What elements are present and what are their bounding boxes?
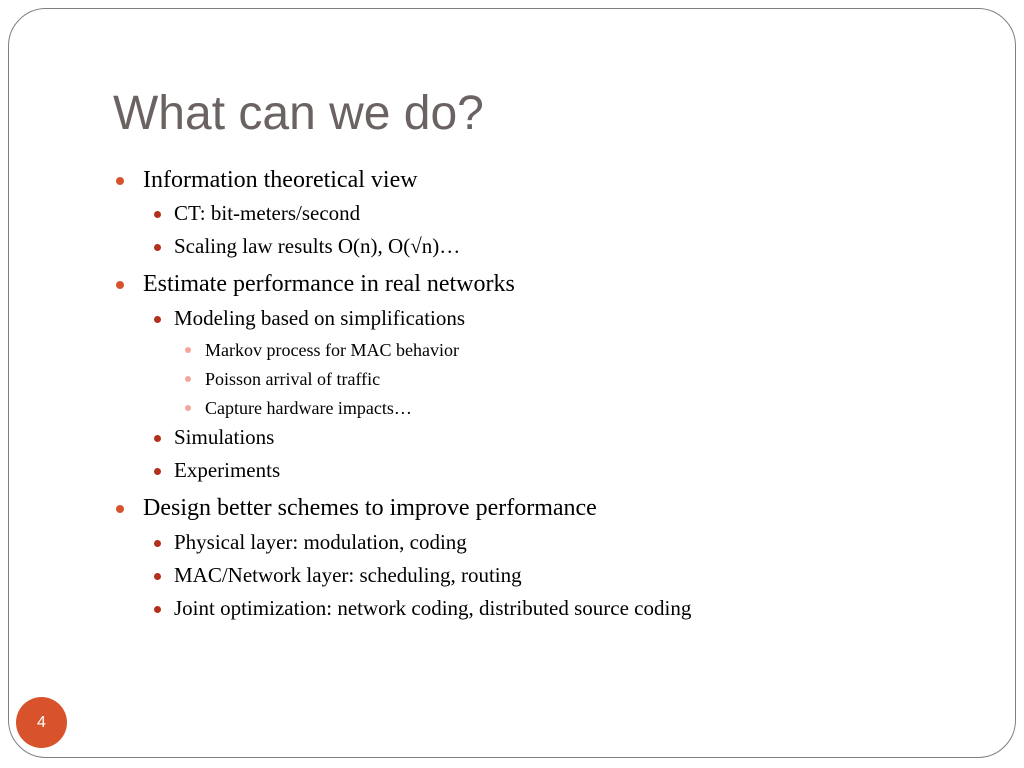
list-item: Simulations [174, 425, 275, 449]
list-item: Capture hardware impacts… [205, 398, 412, 418]
list-item: Joint optimization: network coding, distributed source coding [174, 596, 692, 620]
bullet-icon [154, 468, 161, 475]
bullet-icon [154, 606, 161, 613]
list-item: Markov process for MAC behavior [205, 340, 459, 360]
list-item: Poisson arrival of traffic [205, 369, 381, 389]
list-item: Physical layer: modulation, coding [174, 530, 467, 554]
bullet-icon [116, 177, 124, 185]
list-item: Design better schemes to improve performance [143, 495, 597, 521]
bullet-icon [116, 281, 124, 289]
list-item: MAC/Network layer: scheduling, routing [174, 563, 522, 587]
list-item: Estimate performance in real networks [143, 271, 515, 297]
bullet-icon [185, 376, 191, 382]
list-item: Scaling law results O(n), O(√n)… [174, 234, 461, 258]
bullet-icon [185, 405, 191, 411]
list-item: Information theoretical view [143, 167, 418, 193]
bullet-icon [154, 573, 161, 580]
bullet-icon [154, 435, 161, 442]
bullet-icon [116, 505, 124, 513]
list-item: Modeling based on simplifications [174, 306, 466, 330]
bullet-icon [154, 211, 161, 218]
list-item: CT: bit-meters/second [174, 201, 361, 225]
list-item: Experiments [174, 458, 281, 482]
bullet-icon [154, 316, 161, 323]
bullet-icon [185, 347, 191, 353]
bullet-icon [154, 540, 161, 547]
slide-title: What can we do? [113, 87, 484, 140]
slide-number-badge: 4 [16, 697, 67, 748]
bullet-icon [154, 244, 161, 251]
